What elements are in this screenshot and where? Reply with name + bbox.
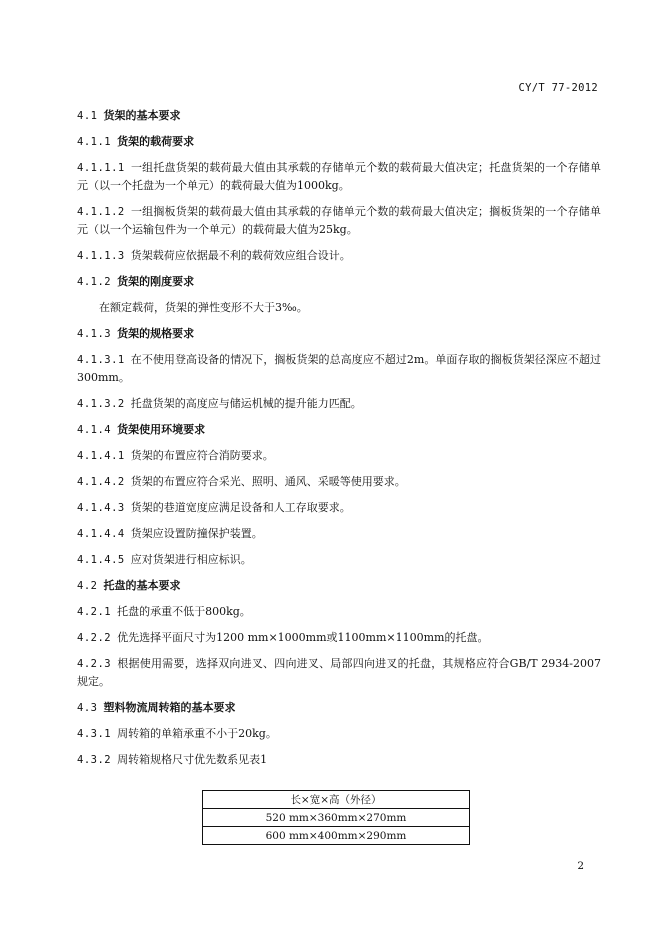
table-row xyxy=(203,809,470,827)
clause-paragraph: 4.1.1.1 一组托盘货架的载荷最大值由其承载的存储单元个数的载荷最大值决定；托盘货架的一个存储单元（以一个托盘为一个单元）的载荷最大值为1000kg。 xyxy=(77,161,601,192)
page-number: 2 xyxy=(577,860,584,872)
document-body xyxy=(77,107,601,777)
size-table xyxy=(202,790,470,845)
clause-paragraph: 4.1.4.2 货架的布置应符合采光、照明、通风、采暖等使用要求。 xyxy=(77,475,406,488)
section-heading: 4.1.1 货架的载荷要求 xyxy=(77,135,195,148)
table-row xyxy=(203,827,470,845)
clause-paragraph: 4.1.4.1 货架的布置应符合消防要求。 xyxy=(77,449,274,462)
section-heading: 4.1.2 货架的刚度要求 xyxy=(77,275,195,288)
clause-paragraph: 4.1.4.5 应对货架进行相应标识。 xyxy=(77,553,252,566)
section-heading: 4.1 货架的基本要求 xyxy=(77,109,181,122)
clause-paragraph: 4.2.1 托盘的承重不低于800kg。 xyxy=(77,605,251,618)
clause-paragraph: 4.3.1 周转箱的单箱承重不小于20kg。 xyxy=(77,727,277,740)
section-heading: 4.1.3 货架的规格要求 xyxy=(77,327,195,340)
clause-paragraph: 在额定载荷，货架的弹性变形不大于3‰。 xyxy=(99,301,308,314)
document-code: CY/T 77-2012 xyxy=(518,82,598,94)
clause-paragraph: 4.1.4.3 货架的巷道宽度应满足设备和人工存取要求。 xyxy=(77,501,351,514)
table-cell: 520 mm×360mm×270mm xyxy=(203,809,470,827)
table-header-cell: 长×宽×高（外径） xyxy=(203,791,470,809)
clause-paragraph: 4.2.2 优先选择平面尺寸为1200 mm×1000mm或1100mm×1100mm的托盘。 xyxy=(77,631,489,644)
clause-paragraph: 4.3.2 周转箱规格尺寸优先数系见表1 xyxy=(77,753,268,766)
clause-paragraph: 4.2.3 根据使用需要，选择双向进叉、四向进叉、局部四向进叉的托盘，其规格应符合GB/T 2934-2007规定。 xyxy=(77,657,601,688)
table-header-row xyxy=(203,791,470,809)
clause-paragraph: 4.1.4.4 货架应设置防撞保护装置。 xyxy=(77,527,263,540)
section-heading: 4.2 托盘的基本要求 xyxy=(77,579,181,592)
clause-paragraph: 4.1.3.1 在不使用登高设备的情况下，搁板货架的总高度应不超过2m。单面存取的搁板货架径深应不超过300mm。 xyxy=(77,353,601,384)
section-heading: 4.1.4 货架使用环境要求 xyxy=(77,423,206,436)
clause-paragraph: 4.1.3.2 托盘货架的高度应与储运机械的提升能力匹配。 xyxy=(77,397,362,410)
clause-paragraph: 4.1.1.3 货架载荷应依据最不利的载荷效应组合设计。 xyxy=(77,249,351,262)
table-cell: 600 mm×400mm×290mm xyxy=(203,827,470,845)
section-heading: 4.3 塑料物流周转箱的基本要求 xyxy=(77,701,236,714)
clause-paragraph: 4.1.1.2 一组搁板货架的载荷最大值由其承载的存储单元个数的载荷最大值决定；搁板货架的一个存储单元（以一个运输包件为一个单元）的载荷最大值为25kg。 xyxy=(77,205,601,236)
